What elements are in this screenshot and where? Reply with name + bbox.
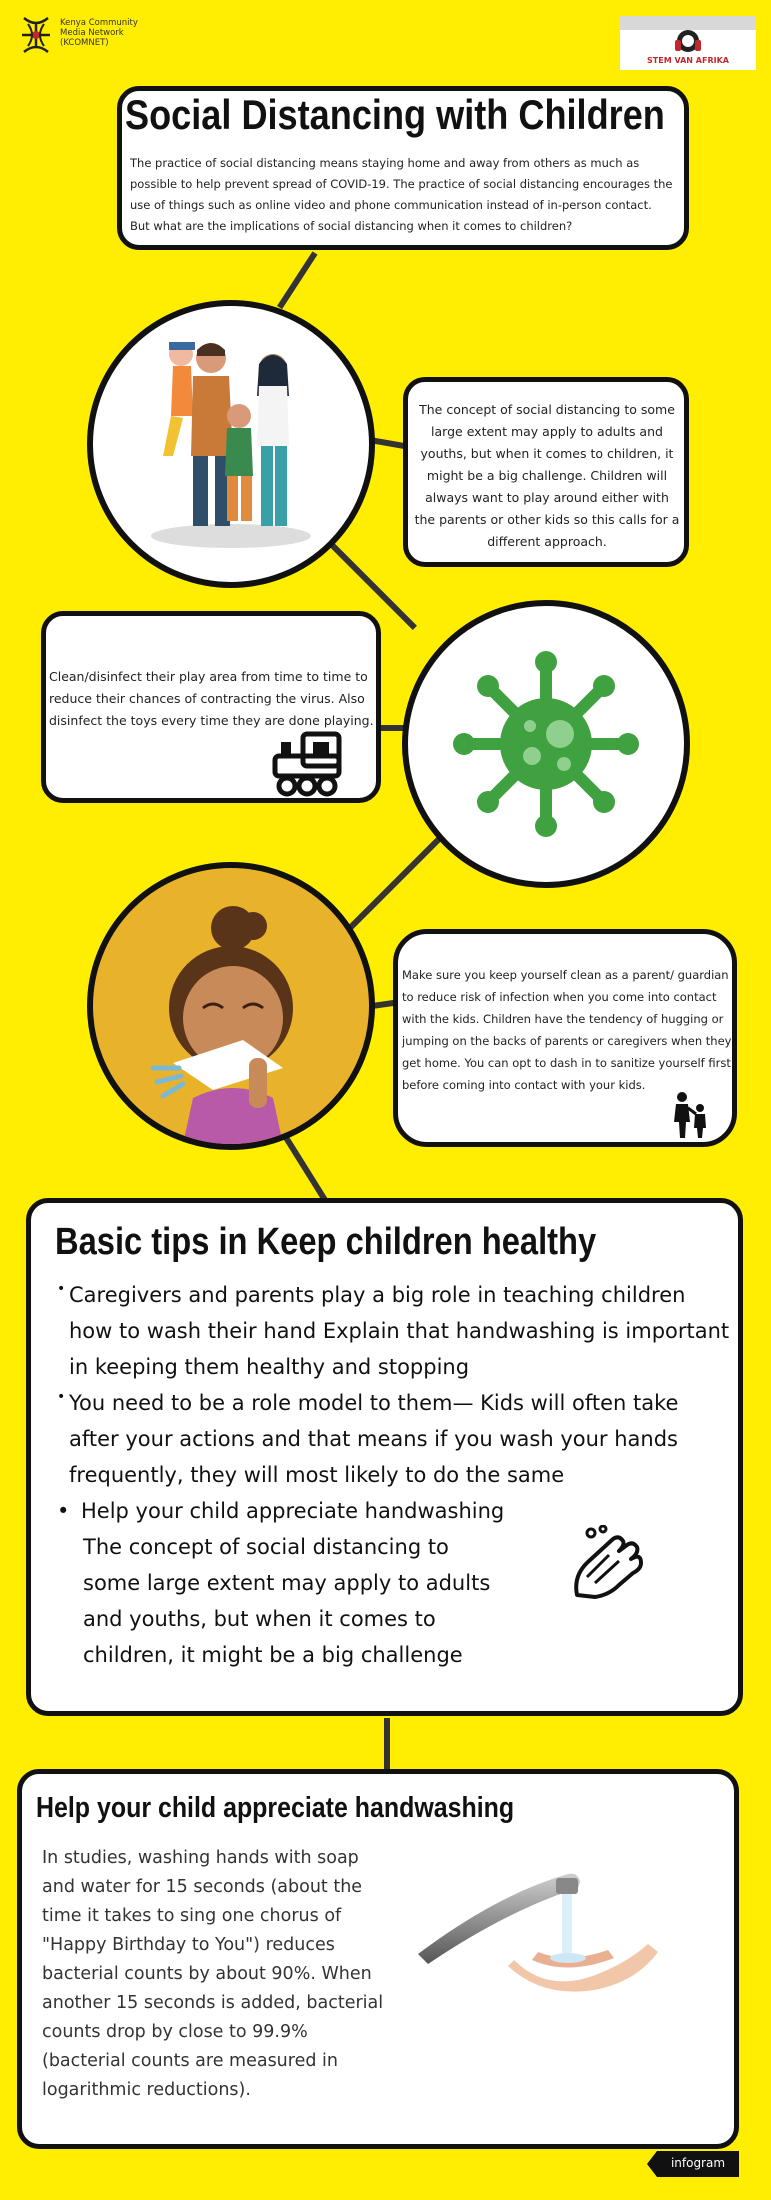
bullet: • [57, 1389, 66, 1405]
parent-text-card [393, 929, 737, 1147]
tips-title: Basic tips in Keep children healthy [55, 1221, 597, 1263]
clean-text: Clean/disinfect their play area from time to time to reduce their chances of contracting the virus. Also disinfect the toys every time they are done playing. [49, 669, 374, 728]
tip-item [55, 1277, 735, 1385]
virus-icon [408, 606, 684, 882]
connector-line [277, 251, 317, 309]
handwashing-icon [569, 1525, 645, 1605]
tips-card [26, 1198, 743, 1716]
org-logo-line-2: Media Network [60, 28, 124, 38]
partner-logo-text: STEM VAN AFRIKA [647, 56, 729, 65]
parent-text: Make sure you keep yourself clean as a parent/ guardian to reduce risk of infection when you come into contact with the kids. Children have the tendency of hugging or jumping on the backs of parents or caregivers when they get home. You can opt to dash in to sanitize yourself first before coming into contact with your kids. [402, 968, 732, 1092]
faucet-hands-illustration [418, 1854, 678, 1994]
headphones-icon [672, 26, 704, 54]
sneezing-child-illustration [93, 868, 369, 1144]
org-logo-line-1: Kenya Community [60, 18, 138, 28]
bullet: • [57, 1499, 70, 1523]
sneeze-circle [87, 862, 375, 1150]
bullet: • [57, 1281, 66, 1297]
handwashing-card [17, 1769, 739, 2149]
family-text: The concept of social distancing to some large extent may apply to adults and youths, but when it comes to children, it might be a big challenge. Children will always want to play around either with the parents or other kids so this calls for a different approach. [414, 402, 680, 549]
tips-list [55, 1277, 735, 1529]
tip-item [55, 1385, 735, 1493]
handwashing-text: In studies, washing hands with soap and water for 15 seconds (about the time it takes to sing one chorus of "Happy Birthday to You") reduces bacterial counts by about 90%. When another 15 seconds is added, bacterial counts drop by close to 99.9% (bacterial counts are measured in logarithmic reductions). [42, 1848, 384, 2100]
family-circle [87, 300, 375, 588]
intro-text: The practice of social distancing means staying home and away from others as much as possible to help prevent spread of COVID-19. The practice of social distancing encourages the use of things such as online video and phone communication instead of in-person contact. But what are the implications of social distancing when it comes to children? [130, 156, 673, 233]
connector-line [282, 1134, 327, 1201]
tips-extra-text: The concept of social distancing to some large extent may apply to adults and youths, but when it comes to children, it might be a big challenge [83, 1535, 491, 1667]
kcomnet-logo-icon [18, 14, 54, 56]
infogram-badge[interactable] [657, 2151, 739, 2177]
org-logo-line-3: (KCOMNET) [60, 38, 109, 48]
tip-item [55, 1493, 735, 1529]
toy-train-icon [271, 728, 345, 798]
virus-circle [402, 600, 690, 888]
kcomnet-logo [18, 14, 148, 56]
tip-text: You need to be a role model to them— Kids will often take after your actions and that means if you wash your hands frequently, they will most likely to do the same [69, 1391, 679, 1487]
intro-card [117, 86, 689, 250]
connector-line [384, 1718, 390, 1773]
connector-line [346, 836, 442, 932]
tip-text: Caregivers and parents play a big role in teaching children how to wash their hand Explain that handwashing is important in keeping them healthy and stopping [69, 1283, 730, 1379]
family-illustration [93, 306, 369, 582]
parent-child-icon [670, 1090, 712, 1142]
family-text-card [403, 377, 689, 567]
stem-van-afrika-logo [620, 16, 756, 70]
tip-text: Help your child appreciate handwashing [81, 1499, 505, 1523]
clean-text-card [41, 611, 381, 803]
infogram-badge-label: infogram [670, 2156, 726, 2170]
handwashing-title: Help your child appreciate handwashing [36, 1792, 515, 1824]
page-title: Social Distancing with Children [125, 91, 665, 138]
